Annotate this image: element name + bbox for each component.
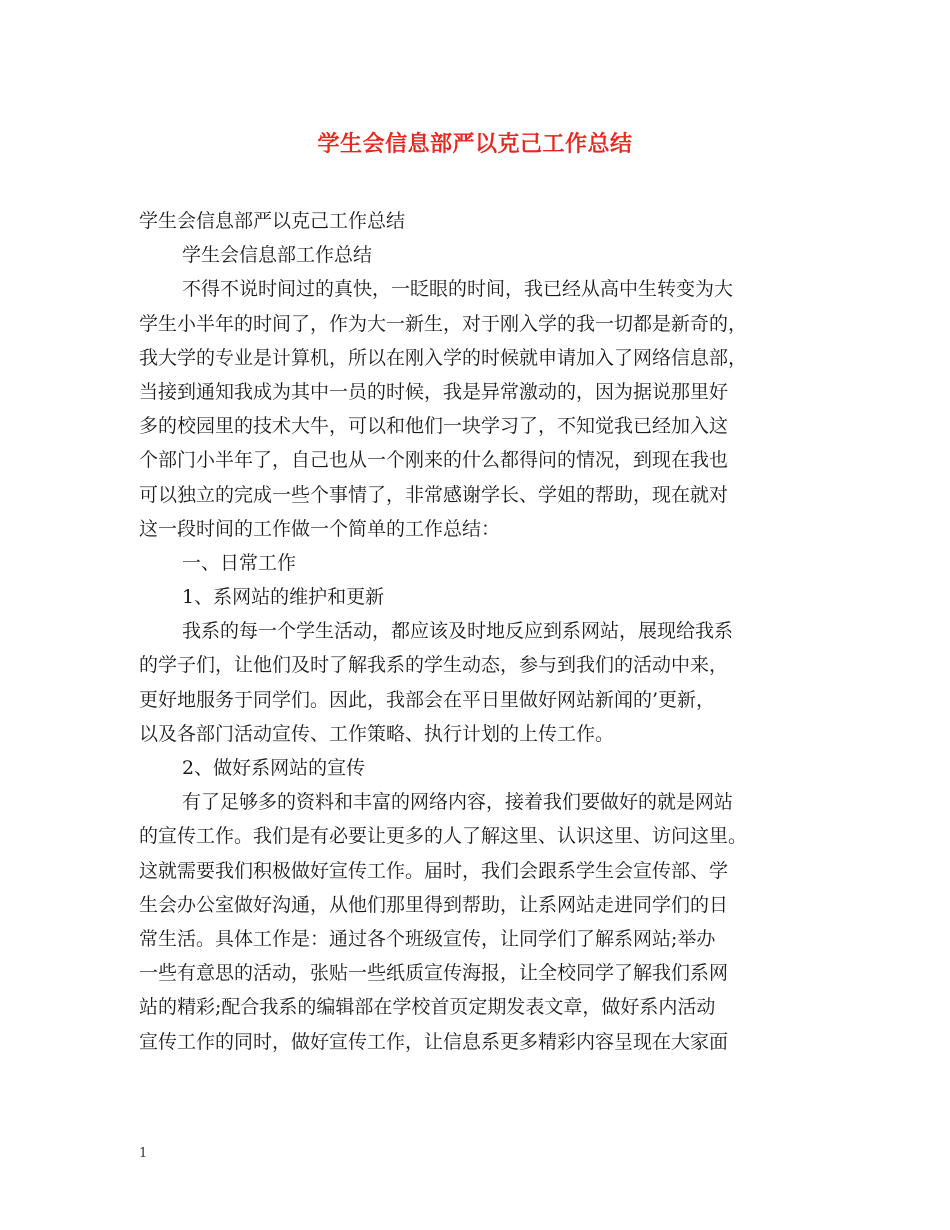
- text-line: 学生会信息部严以克己工作总结: [139, 210, 406, 232]
- text-line: 我系的每一个学生活动，都应该及时地反应到系网站，展现给我系: [182, 620, 734, 643]
- text-line: 这一段时间的工作做一个简单的工作总结：: [139, 517, 501, 540]
- page-number: 1: [139, 1146, 148, 1161]
- text-line: 的学子们，让他们及时了解我系的学生动态，参与到我们的活动中来，: [139, 654, 729, 677]
- text-line: 的宣传工作。我们是有必要让更多的人了解这里、认识这里、访问这里。: [139, 825, 748, 848]
- text-line: 1、系网站的维护和更新: [182, 586, 385, 609]
- text-line: 这就需要我们积极做好宣传工作。届时，我们会跟系学生会宣传部、学: [139, 859, 729, 882]
- text-line: 学生小半年的时间了，作为大一新生，对于刚入学的我一切都是新奇的，: [139, 312, 748, 335]
- text-line: 当接到通知我成为其中一员的时候，我是异常激动的，因为据说那里好: [139, 380, 729, 403]
- text-line: 2、做好系网站的宣传: [182, 757, 366, 779]
- text-line: 常生活。具体工作是：通过各个班级宣传，让同学们了解系网站;举办: [139, 927, 716, 950]
- text-line: 一、日常工作: [182, 551, 297, 574]
- text-line: 一些有意思的活动，张贴一些纸质宣传海报，让全校同学了解我们系网: [139, 962, 729, 985]
- document-title: 学生会信息部严以克己工作总结: [317, 132, 633, 157]
- text-line: 多的校园里的技术大牛，可以和他们一块学习了，不知觉我已经加入这: [139, 415, 729, 438]
- text-line: 生会办公室做好沟通，从他们那里得到帮助，让系网站走进同学们的日: [139, 893, 729, 916]
- text-line: 站的精彩;配合我系的编辑部在学校首页定期发表文章，做好系内活动: [139, 996, 716, 1019]
- text-line: 更好地服务于同学们。因此，我部会在平日里做好网站新闻的’更新，: [139, 688, 716, 711]
- text-line: 以及各部门活动宣传、工作策略、执行计划的上传工作。: [139, 722, 615, 745]
- document-body: [139, 204, 819, 1059]
- text-line: 不得不说时间过的真快，一眨眼的时间，我已经从高中生转变为大: [182, 278, 734, 301]
- text-line: 宣传工作的同时，做好宣传工作，让信息系更多精彩内容呈现在大家面: [139, 1030, 729, 1053]
- text-line: 我大学的专业是计算机，所以在刚入学的时候就申请加入了网络信息部，: [139, 346, 748, 369]
- text-line: 可以独立的完成一些个事情了，非常感谢学长、学姐的帮助，现在就对: [139, 483, 729, 506]
- text-line: 学生会信息部工作总结: [182, 244, 373, 267]
- text-line: 有了足够多的资料和丰富的网络内容，接着我们要做好的就是网站: [182, 791, 734, 814]
- text-line: 个部门小半年了，自己也从一个刚来的什么都得问的情况，到现在我也: [139, 449, 729, 472]
